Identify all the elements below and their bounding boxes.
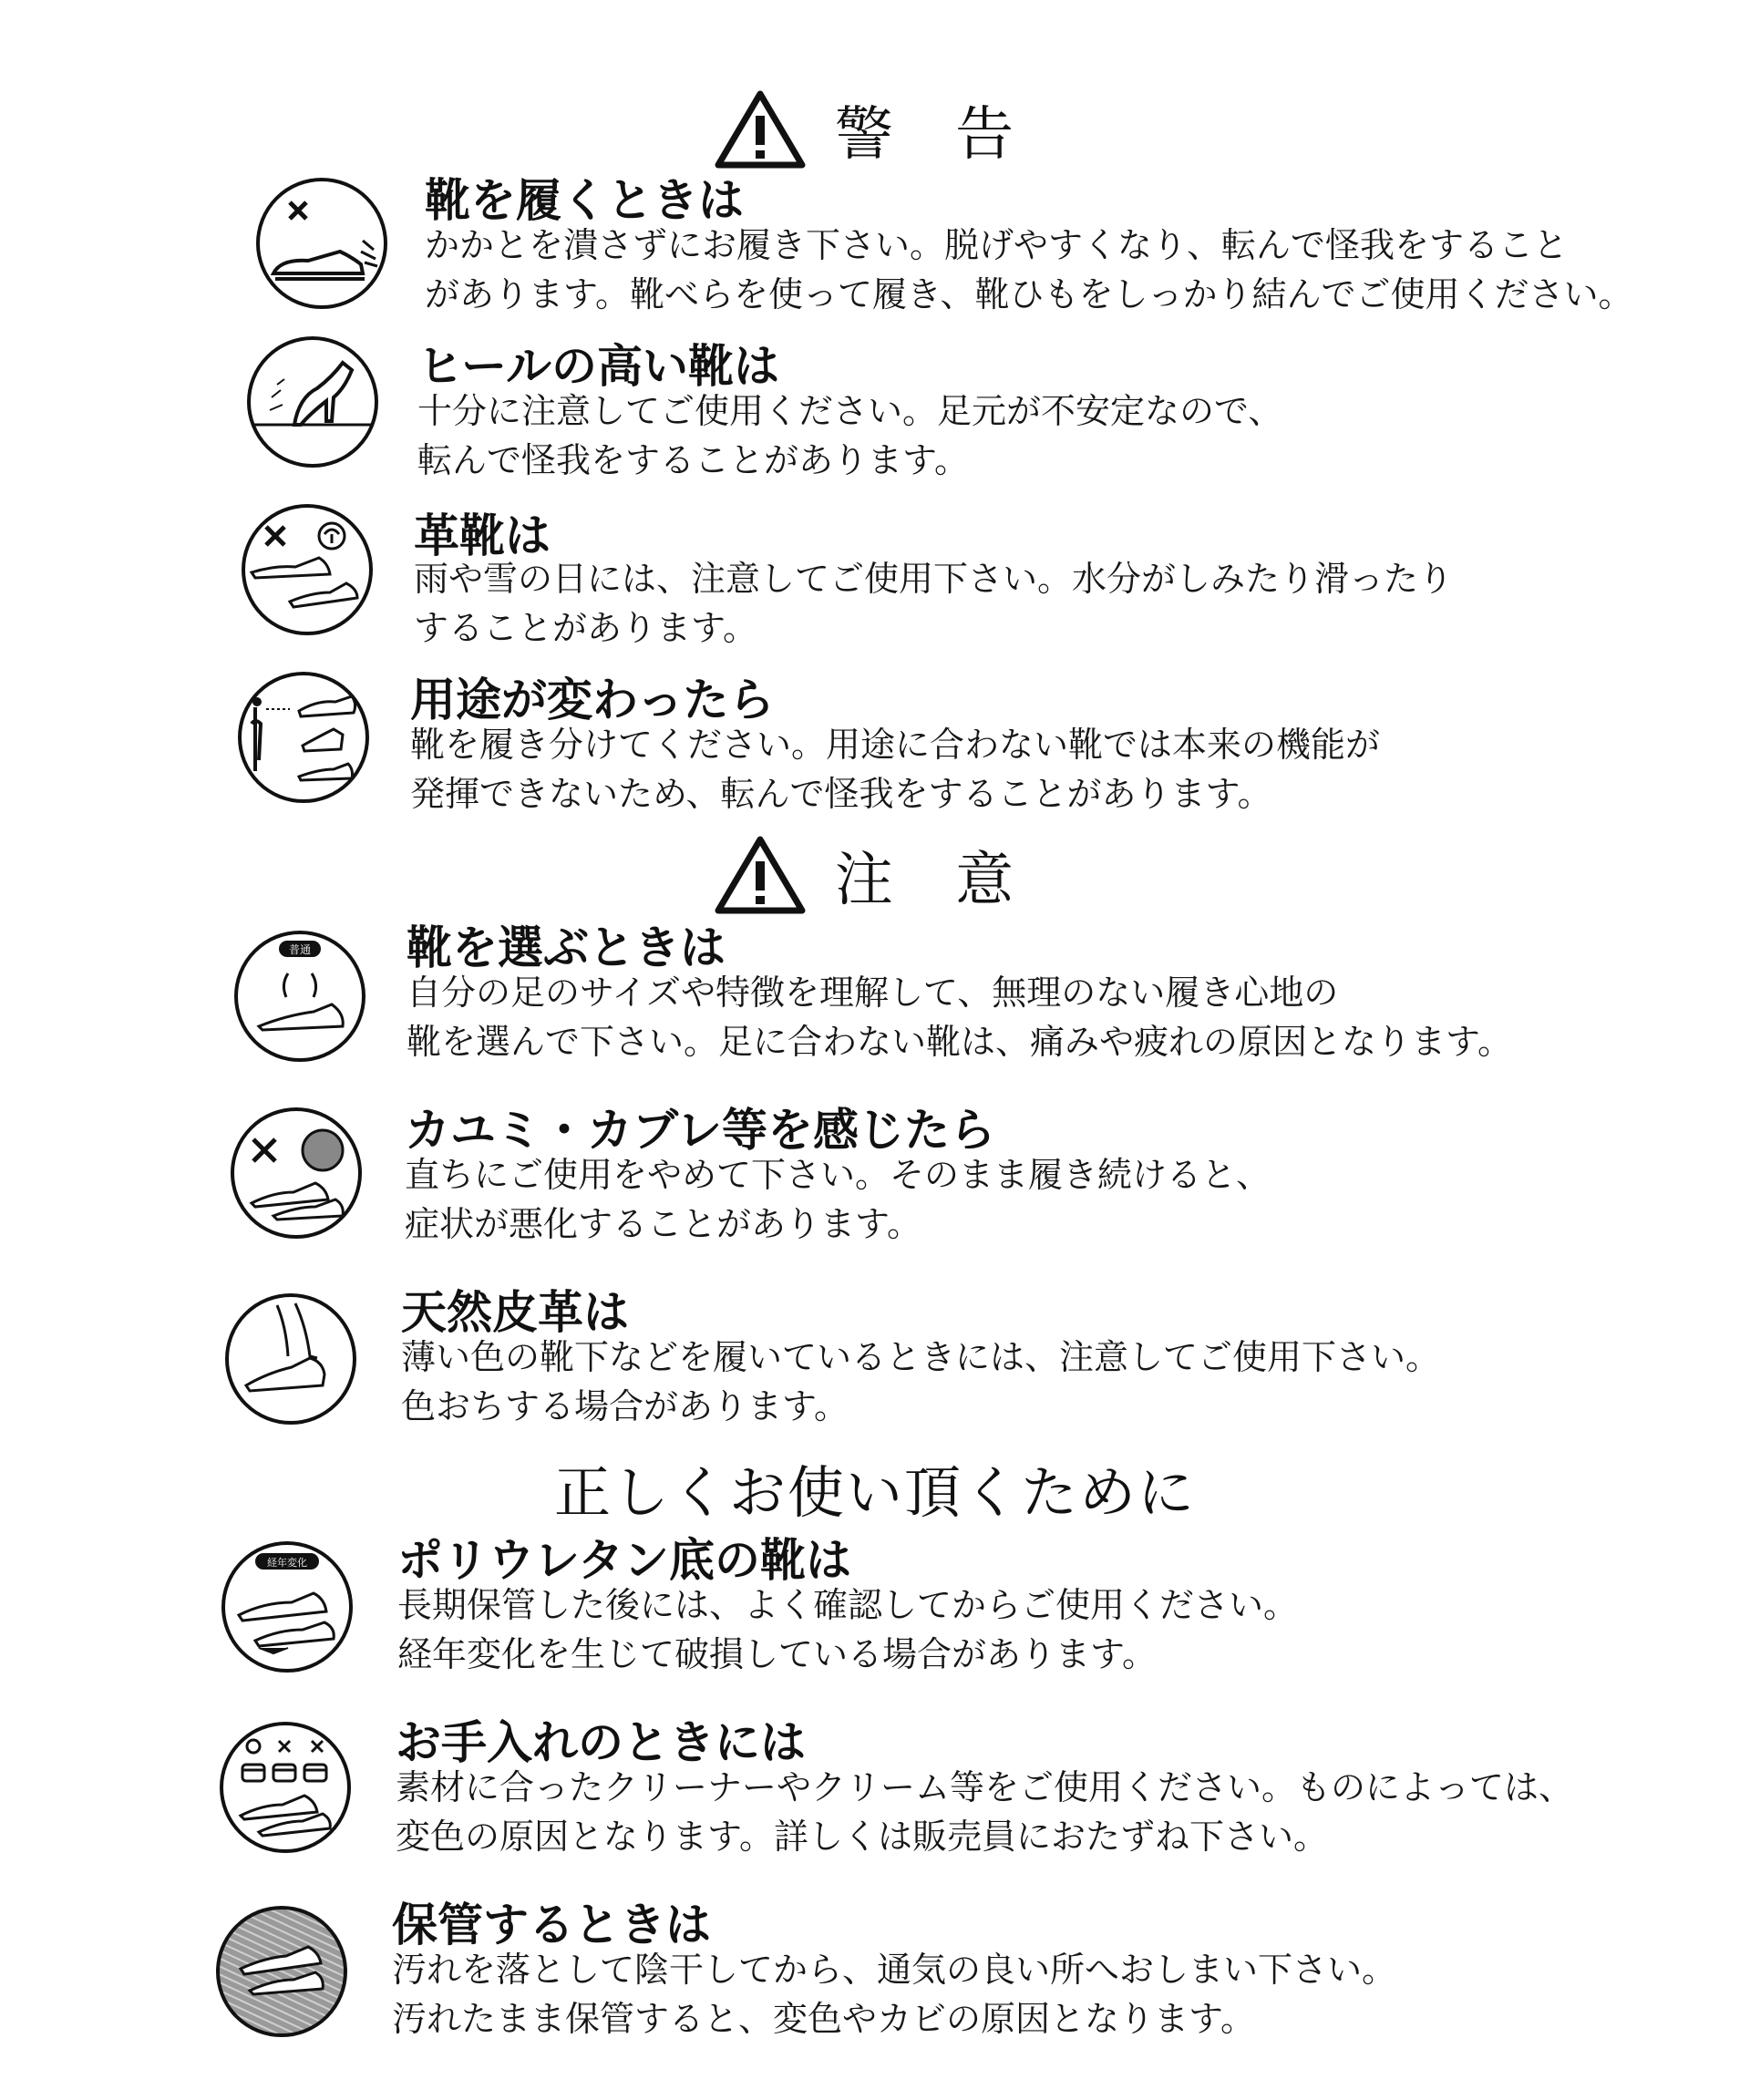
warning-heading-label: 警 告	[834, 101, 1036, 169]
high-heel-icon	[244, 334, 381, 470]
warning-item-purpose	[0, 664, 1750, 846]
item-text-line: 十分に注意してご使用ください。足元が不安定なので、	[417, 391, 1283, 431]
item-text-line: 素材に合ったクリーナーやクリーム等をご使用ください。ものによっては、	[396, 1767, 1574, 1807]
item-text-line: 靴を選んで下さい。足に合わない靴は、痛みや疲れの原因となります。	[407, 1022, 1512, 1062]
svg-text:経年変化: 経年変化	[267, 1557, 307, 1569]
item-text-line: 薄い色の靴下などを履いているときには、注意してご使用下さい。	[401, 1337, 1441, 1377]
item-text-line: 色おちする場合があります。	[401, 1386, 849, 1426]
item-text-line: 発揮できないため、転んで怪我をすることがあります。	[410, 774, 1272, 814]
item-text-line: があります。靴べらを使って履き、靴ひもをしっかり結んでご使用ください。	[425, 274, 1633, 314]
caution-item-choosing	[0, 911, 1750, 1094]
item-text-line: 雨や雪の日には、注意してご使用下さい。水分がしみたり滑ったり	[414, 559, 1454, 599]
item-title: お手入れのときには	[396, 1716, 806, 1769]
item-text-line: かかとを潰さずにお履き下さい。脱げやすくなり、転んで怪我をすること	[425, 225, 1569, 265]
item-text-line: 自分の足のサイズや特徴を理解して、無理のない履き心地の	[407, 973, 1339, 1013]
warning-heading	[0, 88, 1750, 171]
item-title: 革靴は	[414, 510, 551, 562]
item-text-line: することがあります。	[414, 608, 757, 648]
heel-crush-icon	[253, 175, 390, 312]
shoe-storage-icon	[213, 1903, 350, 2040]
item-title: ポリウレタン底の靴は	[397, 1534, 851, 1587]
shoe-purpose-icon	[235, 669, 372, 806]
caution-heading-label: 注 意	[834, 847, 1036, 914]
rain-leather-icon	[239, 501, 376, 638]
aging-sole-icon	[219, 1539, 355, 1675]
proper-item-storage	[0, 1889, 1750, 2071]
item-title: ヒールの高い靴は	[417, 340, 779, 393]
item-title: カユミ・カブレ等を感じたら	[405, 1104, 995, 1157]
item-text-line: 汚れたまま保管すると、変色やカビの原因となります。	[392, 1999, 1255, 2039]
item-title: 靴を履くときは	[425, 174, 744, 227]
proper-use-heading: 正しくお使い頂くために	[553, 1459, 1196, 1526]
shoe-care-icon	[217, 1719, 354, 1856]
item-title: 靴を選ぶときは	[407, 921, 726, 974]
item-text-line: 変色の原因となります。詳しくは販売員におたずね下さい。	[396, 1817, 1328, 1857]
item-text-line: 直ちにご使用をやめて下さい。そのまま履き続けると、	[405, 1155, 1271, 1195]
warning-triangle-icon	[715, 90, 806, 169]
item-title: 用途が変わったら	[410, 674, 775, 726]
item-text-line: 靴を履き分けてください。用途に合わない靴では本来の機能が	[410, 725, 1381, 765]
item-title: 保管するときは	[392, 1899, 711, 1951]
proper-item-care	[0, 1706, 1750, 1889]
warning-item-high-heels	[0, 330, 1750, 512]
warning-item-leather-shoes	[0, 499, 1750, 682]
item-text-line: 症状が悪化することがあります。	[405, 1204, 921, 1244]
warning-item-shoe-wearing	[0, 164, 1750, 346]
item-text-line: 経年変化を生じて破損している場合があります。	[397, 1634, 1157, 1674]
warning-triangle-icon	[715, 836, 806, 914]
itch-warning-icon	[228, 1105, 365, 1241]
svg-text:普通: 普通	[288, 943, 312, 956]
sock-leather-icon	[222, 1291, 359, 1427]
caution-item-natural-leather	[0, 1276, 1750, 1458]
shoe-fit-icon	[232, 928, 368, 1065]
caution-item-itch	[0, 1094, 1750, 1276]
item-text-line: 転んで怪我をすることがあります。	[417, 440, 969, 480]
proper-item-polyurethane	[0, 1524, 1750, 1706]
item-text-line: 汚れを落として陰干してから、通気の良い所へおしまい下さい。	[392, 1950, 1397, 1990]
item-title: 天然皮革は	[401, 1286, 629, 1339]
caution-heading	[0, 833, 1750, 917]
item-text-line: 長期保管した後には、よく確認してからご使用ください。	[397, 1585, 1299, 1625]
